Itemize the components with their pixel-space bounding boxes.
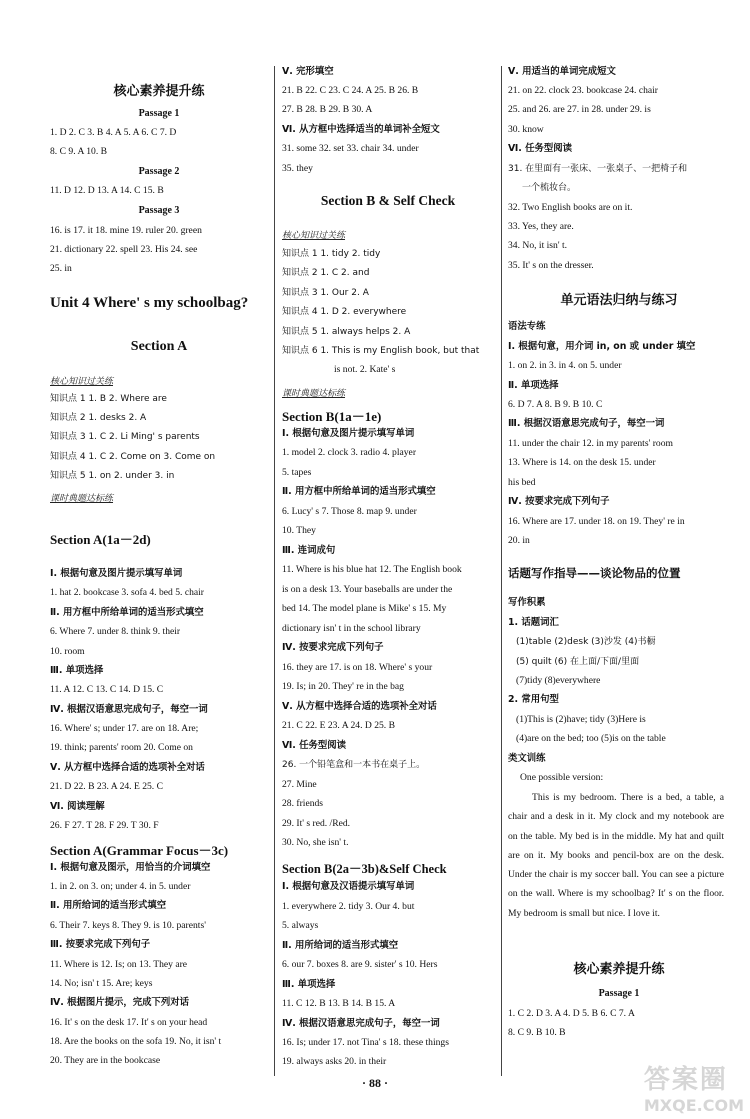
passage-title: Passage 1	[598, 988, 640, 999]
answer-line: 31. 在里面有一张床、一张桌子、一把椅子和	[508, 164, 688, 174]
answer-line: 25. and 26. are 27. in 28. under 29. is	[508, 104, 651, 115]
answer-line: 32. Two English books are on it.	[508, 202, 633, 213]
answer-line: (5) quilt (6) 在上面/下面/里面	[516, 657, 640, 667]
answer-line: 30. No, she isn' t.	[282, 837, 349, 848]
answer-line: 25. in	[50, 263, 72, 274]
knowledge-point: 知识点 5 1. always helps 2. A	[282, 327, 411, 337]
section-heading: 单元语法归纳与练习	[560, 293, 678, 308]
exercise-heading: Ⅴ. 从方框中选择合适的选项补全对话	[50, 762, 205, 773]
exercise-heading: Ⅱ. 单项选择	[508, 380, 559, 391]
section-title: Section A(1a－2d)	[50, 532, 151, 547]
exercise-heading: Ⅱ. 用所给词的适当形式填空	[282, 940, 399, 951]
answer-line: (4)are on the bed; too (5)is on the table	[516, 733, 666, 744]
answer-line: 21. D 22. B 23. A 24. E 25. C	[50, 781, 164, 792]
exercise-heading: Ⅰ. 根据句意及图示，用恰当的介词填空	[50, 862, 211, 873]
passage-title: Passage 3	[138, 205, 180, 216]
answer-line: 26. F 27. T 28. F 29. T 30. F	[50, 820, 159, 831]
answer-line: dictionary isn' t in the school library	[282, 623, 421, 634]
answer-line: 一个梳妆台。	[522, 183, 577, 193]
exercise-heading: Ⅰ. 根据句意及图片提示填写单词	[50, 568, 183, 579]
knowledge-point: 知识点 2 1. C 2. and	[282, 268, 370, 278]
answer-line: 13. Where is 14. on the desk 15. under	[508, 457, 656, 468]
answer-line: 11. A 12. C 13. C 14. D 15. C	[50, 684, 164, 695]
answer-line: 35. they	[282, 163, 313, 174]
exercise-heading: Ⅵ. 阅读理解	[50, 801, 105, 812]
answer-line: 11. under the chair 12. in my parents' room	[508, 438, 673, 449]
answer-line: 35. It' s on the dresser.	[508, 260, 594, 271]
knowledge-point: 知识点 1 1. tidy 2. tidy	[282, 249, 381, 259]
exercise-heading: 1. 话题词汇	[508, 617, 559, 628]
answer-line: 34. No, it isn' t.	[508, 240, 568, 251]
handwritten-label: 课时典题达标练	[282, 389, 346, 399]
exercise-heading: Ⅱ. 用所给词的适当形式填空	[50, 900, 167, 911]
answer-line: 1. C 2. D 3. A 4. D 5. B 6. C 7. A	[508, 1008, 635, 1019]
answer-line: 5. tapes	[282, 467, 312, 478]
exercise-heading: 2. 常用句型	[508, 694, 559, 705]
answer-line: 14. No; isn' t 15. Are; keys	[50, 978, 153, 989]
section-heading: 核心素养提升练	[113, 84, 205, 99]
section-heading: 话题写作指导——谈论物品的位置	[508, 566, 681, 580]
answer-line: 33. Yes, they are.	[508, 221, 574, 232]
answer-line: 5. always	[282, 920, 319, 931]
exercise-heading: 写作积累	[508, 597, 546, 608]
section-title: Section A	[130, 339, 188, 354]
answer-line: 16. Where' s; under 17. are on 18. Are;	[50, 723, 199, 734]
watermark-url: MXQE.COM	[643, 1096, 744, 1115]
exercise-heading: Ⅳ. 根据图片提示，完成下列对话	[50, 997, 190, 1008]
handwritten-label: 核心知识过关练	[282, 231, 346, 241]
answer-line: his bed	[508, 477, 536, 488]
answer-line: 6. D 7. A 8. B 9. B 10. C	[508, 399, 603, 410]
answer-line: 1. D 2. C 3. B 4. A 5. A 6. C 7. D	[50, 127, 177, 138]
answer-line: 6. Where 7. under 8. think 9. their	[50, 626, 181, 637]
exercise-heading: 语法专练	[508, 321, 546, 332]
answer-line: 16. is 17. it 18. mine 19. ruler 20. green	[50, 225, 202, 236]
answer-line: 1. hat 2. bookcase 3. sofa 4. bed 5. chair	[50, 587, 204, 598]
handwritten-label: 课时典题达标练	[50, 494, 114, 504]
essay-paragraph: This is my bedroom. There is a bed, a table, a chair and a desk in it. My clock and my notebook are on the table. My bed is in the middle. My hat and quilt are on it. My books and pencil-box are on the desk. Under the chair is my soccer ball. You can see a picture on the wall. Where is my schoolbag? It' s on the floor. My bedroom is small but nice. I love it.	[508, 792, 724, 919]
answer-line: 19. think; parents' room 20. Come on	[50, 742, 193, 753]
answer-line: bed 14. The model plane is Mike' s 15. My	[282, 603, 447, 614]
section-title: Section B(2a－3b)&Self Check	[282, 862, 447, 876]
answer-line: 10. room	[50, 646, 85, 657]
knowledge-point: 知识点 2 1. desks 2. A	[50, 413, 147, 423]
exercise-heading: Ⅰ. 根据句意及图片提示填写单词	[282, 428, 415, 439]
passage-title: Passage 1	[138, 108, 180, 119]
answer-line: 11. Where is his blue hat 12. The English book	[282, 564, 462, 575]
answer-line: (1)This is (2)have; tidy (3)Here is	[516, 714, 646, 725]
watermark-text: 答案圈	[643, 1065, 728, 1095]
answer-line: 20. in	[508, 535, 530, 546]
exercise-heading: Ⅲ. 单项选择	[282, 979, 336, 990]
exercise-heading: Ⅴ. 用适当的单词完成短文	[508, 66, 616, 77]
section-title: Section A(Grammar Focus－3c)	[50, 843, 229, 858]
answer-line: 8. C 9. B 10. B	[508, 1027, 566, 1038]
answer-line: 16. they are 17. is on 18. Where' s your	[282, 662, 433, 673]
column-divider-2	[501, 66, 502, 1076]
exercise-heading: Ⅲ. 连词成句	[282, 545, 336, 556]
page-number: · 88 ·	[361, 1076, 388, 1090]
answer-line: 1. on 2. in 3. in 4. on 5. under	[508, 360, 622, 371]
exercise-heading: Ⅳ. 根据汉语意思完成句子，每空一词	[50, 704, 208, 715]
exercise-heading: Ⅰ. 根据句意，用介词 in, on 或 under 填空	[508, 341, 696, 352]
answer-line: (1)table (2)desk (3)沙发 (4)书橱	[516, 637, 656, 647]
exercise-heading: Ⅴ. 完形填空	[282, 66, 334, 77]
answer-line: 1. everywhere 2. tidy 3. Our 4. but	[282, 901, 415, 912]
answer-line: 16. Is; under 17. not Tina' s 18. these things	[282, 1037, 449, 1048]
section-title: Section B & Self Check	[320, 193, 456, 208]
answer-line: 27. Mine	[282, 779, 317, 790]
answer-line: 18. Are the books on the sofa 19. No, it isn' t	[50, 1036, 222, 1047]
column-divider-1	[274, 66, 275, 1076]
exercise-heading: Ⅵ. 从方框中选择适当的单词补全短文	[282, 124, 440, 135]
answer-line: 16. Where are 17. under 18. on 19. They' re in	[508, 516, 685, 527]
answer-line: 10. They	[282, 525, 316, 536]
knowledge-point-cont: is not. 2. Kate' s	[334, 364, 396, 375]
answer-line: 6. Their 7. keys 8. They 9. is 10. parents'	[50, 920, 206, 931]
exercise-heading: Ⅴ. 从方框中选择合适的选项补全对话	[282, 701, 437, 712]
section-title: Section B(1a－1e)	[282, 409, 382, 424]
answer-line: 21. B 22. C 23. C 24. A 25. B 26. B	[282, 85, 419, 96]
answer-line: 20. They are in the bookcase	[50, 1055, 161, 1066]
unit-title: Unit 4 Where' s my schoolbag?	[50, 295, 249, 311]
section-heading: 核心素养提升练	[573, 962, 665, 977]
answer-line: 19. always asks 20. in their	[282, 1056, 387, 1067]
exercise-heading: Ⅵ. 任务型阅读	[282, 740, 347, 751]
knowledge-point: 知识点 1 1. B 2. Where are	[50, 394, 167, 404]
answer-line: 11. D 12. D 13. A 14. C 15. B	[50, 185, 164, 196]
knowledge-point: 知识点 6 1. This is my English book, but that	[282, 346, 480, 356]
answer-line: 21. on 22. clock 23. bookcase 24. chair	[508, 85, 658, 96]
answer-line: 1. model 2. clock 3. radio 4. player	[282, 447, 417, 458]
answer-line: 6. Lucy' s 7. Those 8. map 9. under	[282, 506, 417, 517]
answer-line: 21. C 22. E 23. A 24. D 25. B	[282, 720, 396, 731]
watermark-logo	[644, 1059, 744, 1115]
exercise-heading: Ⅲ. 单项选择	[50, 665, 104, 676]
knowledge-point: 知识点 3 1. C 2. Li Ming' s parents	[50, 432, 200, 442]
exercise-heading: Ⅳ. 按要求完成下列句子	[282, 642, 384, 653]
answer-line: 11. C 12. B 13. B 14. B 15. A	[282, 998, 396, 1009]
exercise-heading: Ⅱ. 用方框中所给单词的适当形式填空	[282, 486, 436, 497]
exercise-heading: 类文训练	[508, 753, 546, 764]
exercise-heading: Ⅵ. 任务型阅读	[508, 143, 573, 154]
answer-line: 6. our 7. boxes 8. are 9. sister' s 10. Hers	[282, 959, 438, 970]
knowledge-point: 知识点 4 1. C 2. Come on 3. Come on	[50, 452, 216, 462]
answer-line: 30. know	[508, 124, 544, 135]
answer-line: One possible version:	[520, 772, 604, 783]
answer-line: (7)tidy (8)everywhere	[516, 675, 601, 686]
answer-line: 21. dictionary 22. spell 23. His 24. see	[50, 244, 198, 255]
exercise-heading: Ⅲ. 按要求完成下列句子	[50, 939, 151, 950]
exercise-heading: Ⅳ. 按要求完成下列句子	[508, 496, 610, 507]
answer-line: 29. It' s red. /Red.	[282, 818, 351, 829]
answer-line: is on a desk 13. Your baseballs are under the	[282, 584, 453, 595]
answer-line: 26. 一个铅笔盒和一本书在桌子上。	[282, 760, 426, 770]
exercise-heading: Ⅱ. 用方框中所给单词的适当形式填空	[50, 607, 204, 618]
answer-line: 1. in 2. on 3. on; under 4. in 5. under	[50, 881, 191, 892]
answer-line: 11. Where is 12. Is; on 13. They are	[50, 959, 188, 970]
answer-line: 27. B 28. B 29. B 30. A	[282, 104, 373, 115]
exercise-heading: Ⅲ. 根据汉语意思完成句子，每空一词	[508, 418, 665, 429]
passage-title: Passage 2	[138, 166, 180, 177]
answer-line: 16. It' s on the desk 17. It' s on your head	[50, 1017, 208, 1028]
answer-line: 8. C 9. A 10. B	[50, 146, 108, 157]
knowledge-point: 知识点 4 1. D 2. everywhere	[282, 307, 407, 317]
handwritten-label: 核心知识过关练	[50, 377, 114, 387]
answer-line: 28. friends	[282, 798, 324, 809]
exercise-heading: Ⅰ. 根据句意及汉语提示填写单词	[282, 881, 415, 892]
knowledge-point: 知识点 3 1. Our 2. A	[282, 288, 369, 298]
answer-line: 31. some 32. set 33. chair 34. under	[282, 143, 419, 154]
knowledge-point: 知识点 5 1. on 2. under 3. in	[50, 471, 175, 481]
answer-line: 19. Is; in 20. They' re in the bag	[282, 681, 404, 692]
exercise-heading: Ⅳ. 根据汉语意思完成句子，每空一词	[282, 1018, 440, 1029]
